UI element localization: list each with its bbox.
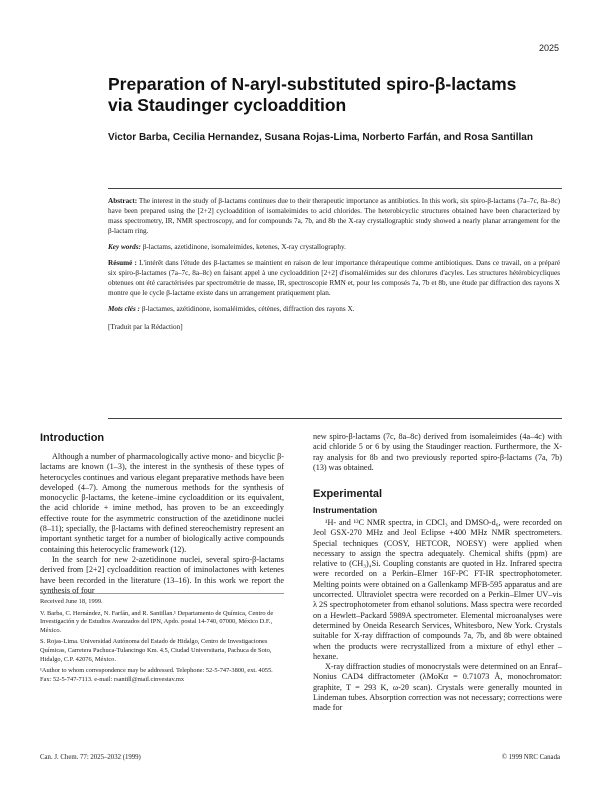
right-column-intro xyxy=(313,432,562,473)
introduction-column xyxy=(40,452,284,596)
intro-paragraph-1: Although a number of pharmacologically active mono- and bicyclic β-lactams are known (1–3), the interest in the synthesis of these types of heterocycles continues and various elegant preparative methods have been developed (4–7). Among the numerous methods for the synthesis of monocyclic β-lactams, the ketene–imine cycloaddition or its equivalent, the acid chloride + imine method, has proven to be an exceedingly effective route for the asymmetric construction of the azetidinone nuclei (8–11); specially, the β-lactams with defined stereochemistry represent an important synthetic target for a number of biologically active compounds containing this heterocyclic framework (12). xyxy=(40,452,284,554)
intro-continuation: new spiro-β-lactams (7c, 8a–8c) derived from isomaleimides (4a–4c) with acid chloride 5 or 6 by using the Staudinger reaction. Furthermore, the X-ray analysis for 8b and two previously reported spiro-β-lactams (7a, 7b) (13) was obtained. xyxy=(313,432,562,472)
abstract-block xyxy=(108,196,560,338)
footnotes xyxy=(40,598,284,687)
keywords-label: Key words: xyxy=(108,243,141,251)
journal-citation: Can. J. Chem. 77: 2025–2032 (1999) xyxy=(40,754,141,761)
abstract-paragraph xyxy=(108,196,560,236)
instrumentation-subheading: Instrumentation xyxy=(313,505,378,515)
resume-label: Résumé : xyxy=(108,259,137,267)
notes-rule xyxy=(40,593,284,594)
experimental-heading: Experimental xyxy=(313,488,383,500)
abstract-label: Abstract: xyxy=(108,197,138,205)
experimental-paragraph-2: X-ray diffraction studies of monocrystals were determined on an Enraf–Nonius CAD4 diffractometer (λMoKα = 0.71073 Å, monochromator: graphite, T = 293 K, ω-2θ scan). Crystals were generally mounted in Lindeman tubes. Absorption correction was not necessary; corrections were made for xyxy=(313,662,562,713)
affiliation-1: V. Barba, C. Hernández, N. Farfán, and R. Santillan.¹ Departamento de Química, Centro de Investigación y de Estudios Avanzados del IPN, Apdo. postal 14-740, 07000, México D.F., México. xyxy=(40,609,274,634)
divider-top xyxy=(108,188,562,189)
mots-cles-paragraph xyxy=(108,304,560,314)
divider-bottom xyxy=(108,418,562,419)
correspondence-note: ¹Author to whom correspondence may be addressed. Telephone: 52-5-747-3800, ext. 4055. Fax: 52-5-747-7113. e-mail: rsantill@mail.cinvestav.mx xyxy=(40,667,273,683)
introduction-heading: Introduction xyxy=(40,432,105,444)
experimental-column xyxy=(313,518,562,714)
resume-text: L'intérêt dans l'étude des β-lactames se maintient en raison de leur importance thérapeutique comme antibiotiques. Dans ce travail, on a préparé six spiro-β-lactames (7a–7c, 8a–8c) en faisant appel à une cycloaddition [2+2] d'isomaléimides sur des chlorures d'acyles. Les structures hétérobicycliques obtenues ont été caractérisées par spectrométrie de masse, IR, spectroscopie RMN et, pour les composés 7a, 7b et 8b, une étude par diffraction des rayons X montre que le cycle β-lactame existe dans un arrangement pratiquement plan. xyxy=(108,259,561,297)
resume-paragraph xyxy=(108,258,560,298)
received-date: Received June 18, 1999. xyxy=(40,598,103,605)
page-number: 2025 xyxy=(538,43,559,53)
abstract-text: The interest in the study of β-lactams continues due to their therapeutic importance as antibiotics. In this work, six spiro-β-lactams (7a–7c, 8a–8c) have been prepared using the [2+2] cycloaddition of isomaleimides to acid chlorides. The heterobicyclic structures obtained have been characterized by mass spectrometry, IR, NMR spectroscopy, and for compounds 7a, 7b, and 8b the X-ray crystallographic study showed a nearly planar arrangement for the β-lactam ring. xyxy=(108,197,560,235)
intro-paragraph-2: In the search for new 2-azetidinone nuclei, several spiro-β-lactams derived from [2+2] cycloaddition reaction of iminolactones with ketenes have been recorded in the literature (13–16). In this work we report the synthesis of four xyxy=(40,554,284,595)
article-title: Preparation of N-aryl-substituted spiro-β-lactams via Staudinger cycloaddition xyxy=(108,74,517,115)
mots-cles-text: β-lactames, azétidinone, isomaléimides, cétènes, diffraction des rayons X. xyxy=(141,305,355,313)
author-list: Victor Barba, Cecilia Hernandez, Susana Rojas-Lima, Norberto Farfán, and Rosa Santillan xyxy=(108,132,533,143)
copyright-notice: © 1999 NRC Canada xyxy=(501,754,560,761)
keywords-paragraph xyxy=(108,242,560,252)
translation-note: [Traduit par la Rédaction] xyxy=(108,323,183,331)
keywords-text: β-lactams, azetidinone, isomaleimides, ketenes, X-ray crystallography. xyxy=(142,243,346,251)
experimental-paragraph-1: ¹H- and ¹³C NMR spectra, in CDCl₃ and DMSO-d₆, were recorded on Jeol GSX-270 MHz and Jeol Eclipse +400 MHz NMR spectrometers. Special techniques (COSY, HETCOR, NOESY) were applied when necessary to assign the spectra adequately. Chemical shifts (ppm) are relative to (CH₃)₄Si. Coupling constants are quoted in Hz. Infrared spectra were recorded on a Perkin–Elmer 16F-PC FT-IR spectrophotometer. Melting points were obtained on a Gallenkamp MFB-595 apparatus and are uncorrected. Ultraviolet spectra were recorded on a Perkin–Elmer UV–vis λ 2S spectrophotometer from ethanol solutions. Mass spectra were recorded on a Hewlett–Packard 5989A spectrometer. Elemental microanalyses were determined by Oneida Research Services, Whitesboro, New York. Crystals suitable for X-ray diffraction of compounds 7a, 7b, and 8b were obtained when the products were recrystallized from a mixture of ethyl ether – hexane. xyxy=(313,518,562,661)
mots-cles-label: Mots clés : xyxy=(108,305,140,313)
affiliation-2: S. Rojas-Lima. Universidad Autónoma del Estado de Hidalgo, Centro de Investigaciones Químicas, Carretera Pachuca-Tulancingo Km. 4.5, Ciudad Universitaria, Pachuca de Soto, Hidalgo, C.P. 42076, México. xyxy=(40,638,272,663)
